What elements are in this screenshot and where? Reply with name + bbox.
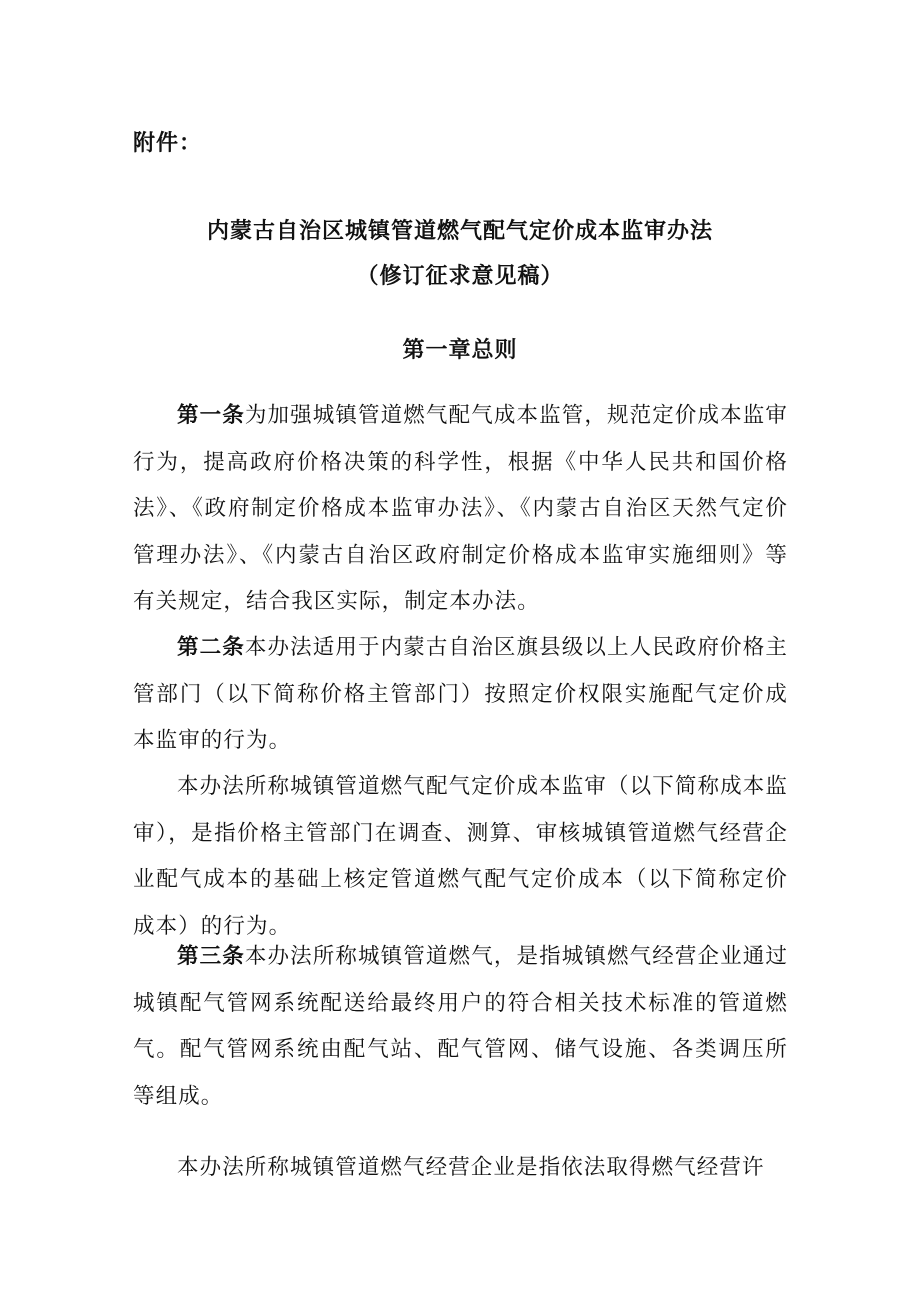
chapter-heading: 第一章总则 bbox=[402, 338, 518, 363]
article-1-paragraph bbox=[133, 393, 788, 626]
article-3-enterprise-text: 本办法所称城镇管道燃气经营企业是指依法取得燃气经营许 bbox=[177, 1155, 765, 1180]
article-3-enterprise-paragraph bbox=[133, 1145, 788, 1192]
article-3-label: 第三条 bbox=[177, 944, 245, 969]
document-title: 内蒙古自治区城镇管道燃气配气定价成本监审办法 bbox=[206, 219, 713, 244]
article-2-definition-text: 本办法所称城镇管道燃气配气定价成本监审（以下简称成本监审），是指价格主管部门在调查、测算、审核城镇管道燃气经营企业配气成本的基础上核定管道燃气配气定价成本（以下简称定价成本）的行为。 bbox=[133, 774, 788, 939]
article-2-paragraph bbox=[133, 625, 788, 765]
article-2-text: 本办法适用于内蒙古自治区旗县级以上人民政府价格主管部门（以下简称价格主管部门）按照定价权限实施配气定价成本监审的行为。 bbox=[133, 635, 788, 753]
attachment-label: 附件： bbox=[133, 131, 203, 156]
document-subtitle: （修订征求意见稿） bbox=[356, 264, 564, 289]
article-2-definition-paragraph bbox=[133, 764, 788, 950]
article-2-label: 第二条 bbox=[177, 635, 245, 660]
article-1-text: 为加强城镇管道燃气配气成本监管，规范定价成本监审行为，提高政府价格决策的科学性，根据《中华人民共和国价格法》、《政府制定价格成本监审办法》、《内蒙古自治区天然气定价管理办法》、《内蒙古自治区政府制定价格成本监审实施细则》等有关规定，结合我区实际，制定本办法。 bbox=[133, 403, 788, 614]
article-3-paragraph bbox=[133, 934, 788, 1120]
article-1-label: 第一条 bbox=[177, 403, 245, 428]
article-3-text: 本办法所称城镇管道燃气，是指城镇燃气经营企业通过城镇配气管网系统配送给最终用户的符合相关技术标准的管道燃气。配气管网系统由配气站、配气管网、储气设施、各类调压所等组成。 bbox=[133, 944, 788, 1109]
